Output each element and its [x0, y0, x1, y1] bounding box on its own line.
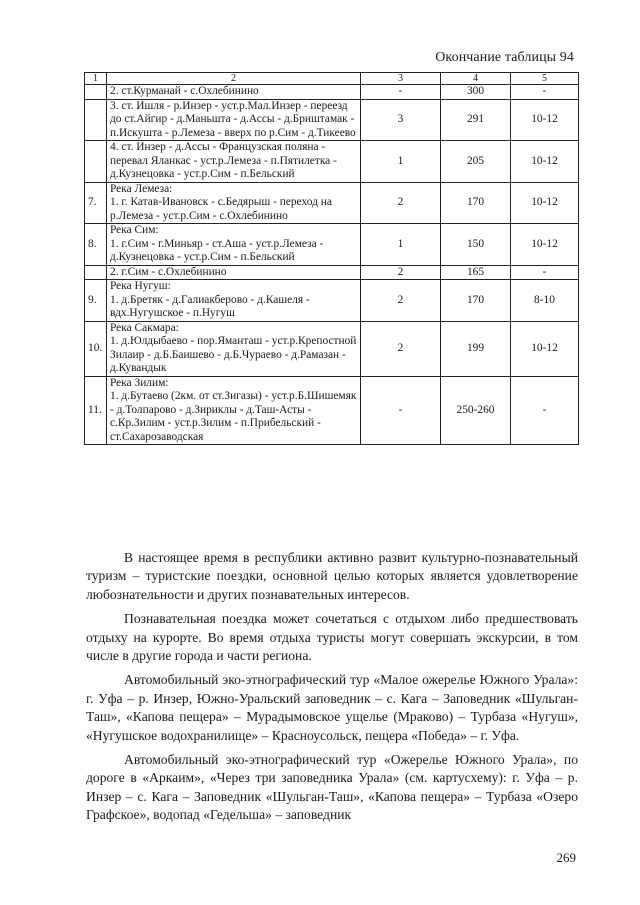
column-5-cell: -	[511, 85, 579, 100]
column-5-cell: 8-10	[511, 280, 579, 322]
column-5-cell: -	[511, 265, 579, 280]
table-row	[85, 265, 579, 280]
column-3-cell: 3	[361, 99, 441, 141]
row-number-cell	[85, 99, 107, 141]
column-3-cell: 2	[361, 265, 441, 280]
column-5-cell: -	[511, 376, 579, 445]
header-cell: 5	[511, 73, 579, 85]
paragraph: Познавательная поездка может сочетаться с отдыхом либо предшествовать отдыху на курорте. Во время отдыха туристы могут совершать экскурсии, в том числе в другие города и части региона.	[86, 611, 578, 664]
paragraph: Автомобильный эко-этнографический тур «Малое ожерелье Южного Урала»: г. Уфа – р. Инзер, Южно-Уральский заповедник – с. Кага – Заповедник «Шульган-Таш», «Капова пещера» – Мурадымовское ущелье (Мраково) – Турбаза «Нугуш», «Нугушское водохранилище» – Красноусольск, пещера «Победа» – г. Уфа.	[86, 672, 578, 743]
table-row	[85, 141, 579, 183]
table-row	[85, 224, 579, 266]
row-number-cell	[85, 85, 107, 100]
row-number-cell: 8.	[85, 224, 107, 266]
table-row	[85, 280, 579, 322]
column-5-cell: 10-12	[511, 99, 579, 141]
column-4-cell: 250-260	[441, 376, 511, 445]
table-row	[85, 321, 579, 376]
route-cell: 3. ст. Ишля - р.Инзер - уст.р.Мал.Инзер - переезд до ст.Айгир - д.Маньшта - д.Ассы - д.Бриштамак - п.Искушта - р.Лемеза - вверх по р.Сим - д.Тикеево	[107, 99, 361, 141]
body-text	[86, 549, 578, 831]
column-3-cell: 2	[361, 321, 441, 376]
table-row	[85, 85, 579, 100]
column-4-cell: 150	[441, 224, 511, 266]
column-3-cell: 1	[361, 141, 441, 183]
paragraph: В настоящее время в республики активно развит культурно-познавательный туризм – туристские поездки, основной целью которых является удовлетворение любознательности и других познавательных интересов.	[86, 550, 578, 602]
column-4-cell: 205	[441, 141, 511, 183]
route-cell: Река Нугуш: 1. д.Бретяк - д.Галиакберово - д.Кашеля - вдх.Нугушское - п.Нугуш	[107, 280, 361, 322]
route-cell: Река Лемеза: 1. г. Катав-Ивановск - с.Бедярыш - переход на р.Лемеза - уст.р.Сим - с.Охлебинино	[107, 182, 361, 224]
table-row	[85, 99, 579, 141]
column-4-cell: 170	[441, 280, 511, 322]
column-5-cell: 10-12	[511, 182, 579, 224]
header-cell: 1	[85, 73, 107, 85]
column-3-cell: -	[361, 85, 441, 100]
routes-table	[84, 72, 579, 445]
route-cell: Река Сим: 1. г.Сим - г.Миньяр - ст.Аша - уст.р.Лемеза - д.Кузнецовка - уст.р.Сим - п.Бельский	[107, 224, 361, 266]
column-4-cell: 199	[441, 321, 511, 376]
table-caption: Окончание таблицы 94	[435, 50, 574, 65]
column-4-cell: 165	[441, 265, 511, 280]
table-row	[85, 376, 579, 445]
row-number-cell: 10.	[85, 321, 107, 376]
column-3-cell: 1	[361, 224, 441, 266]
column-5-cell: 10-12	[511, 141, 579, 183]
column-5-cell: 10-12	[511, 321, 579, 376]
route-cell: 2. ст.Курманай - с.Охлебинино	[107, 85, 361, 100]
column-3-cell: 2	[361, 182, 441, 224]
route-cell: 2. г.Сим - с.Охлебинино	[107, 265, 361, 280]
row-number-cell	[85, 265, 107, 280]
row-number-cell: 11.	[85, 376, 107, 445]
column-4-cell: 170	[441, 182, 511, 224]
column-3-cell: -	[361, 376, 441, 445]
route-cell: 4. ст. Инзер - д.Ассы - Французская поляна - перевал Яланкас - уст.р.Лемеза - п.Пятилетка - д.Кузнецовка - уст.р.Сим - п.Бельский	[107, 141, 361, 183]
header-cell: 2	[107, 73, 361, 85]
page-number: 269	[556, 850, 576, 865]
column-4-cell: 300	[441, 85, 511, 100]
route-cell: Река Сакмара: 1. д.Юлдыбаево - пор.Яманташ - уст.р.Крепостной Зилаир - д.Б.Баишево - д.Б.Чураево - д.Рамазан - д.Кувандык	[107, 321, 361, 376]
row-number-cell: 7.	[85, 182, 107, 224]
paragraph: Автомобильный эко-этнографический тур «Ожерелье Южного Урала», по дороге в «Аркаим», «Через три заповедника Урала» (см. картусхему): г. Уфа – р. Инзер – с. Кага – Заповедник «Шульган-Таш», «Капова пещера» – Турбаза «Озеро Графское», водопад «Гедельша» – заповедник	[86, 752, 578, 823]
route-cell: Река Зилим: 1. д.Бутаево (2км. от ст.Зигазы) - уст.р.Б.Шишемяк - д.Толпарово - д.Зириклы - д.Таш-Асты - с.Кр.Зилим - уст.р.Зилим - п.Прибельский - ст.Сахарозаводская	[107, 376, 361, 445]
row-number-cell: 9.	[85, 280, 107, 322]
header-cell: 3	[361, 73, 441, 85]
column-4-cell: 291	[441, 99, 511, 141]
row-number-cell	[85, 141, 107, 183]
table-row	[85, 182, 579, 224]
header-cell: 4	[441, 73, 511, 85]
column-3-cell: 2	[361, 280, 441, 322]
table-header-row	[85, 73, 579, 85]
column-5-cell: 10-12	[511, 224, 579, 266]
